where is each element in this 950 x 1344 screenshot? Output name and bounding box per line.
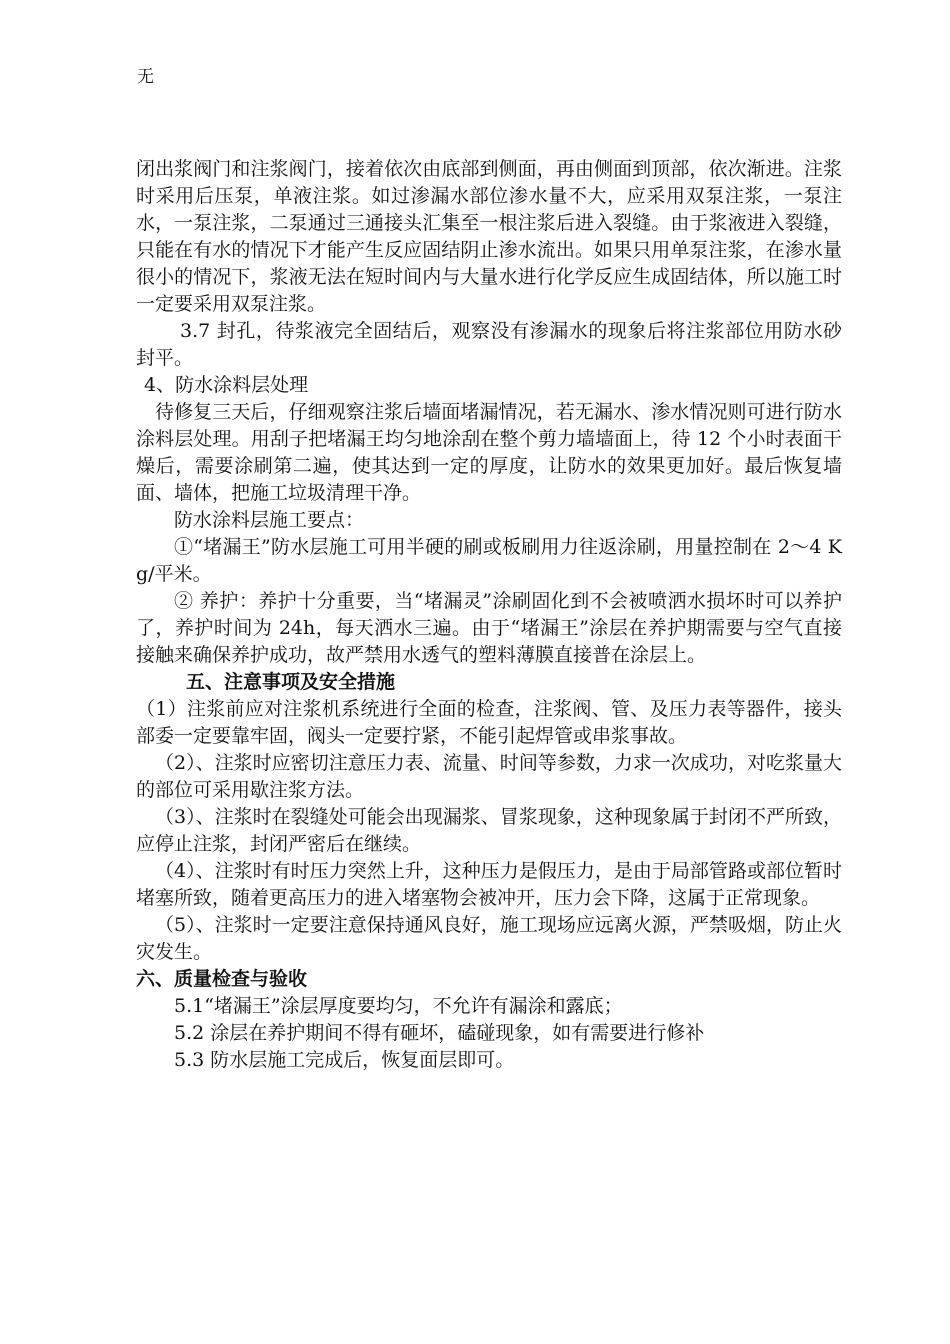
safety-item-5: （5）、注浆时一定要注意保持通风良好，施工现场应远离火源，严禁吸烟，防止火灾发生。 — [136, 914, 842, 963]
safety-item-1: （1）注浆前应对注浆机系统进行全面的检查，注浆阀、管、及压力表等器件，接头部委一定要靠牢固，阀头一定要拧紧，不能引起焊管或串浆事故。 — [136, 698, 842, 747]
paragraph-grouting-procedure: 闭出浆阀门和注浆阀门，接着依次由底部到侧面，再由侧面到顶部，依次渐进。注浆时采用后压泵，单液注浆。如过渗漏水部位渗水量不大，应采用双泵注浆，一泵注水，一泵注浆，二泵通过三通接头汇集至一根注浆后进入裂缝。由于浆液进入裂缝，只能在有水的情况下才能产生反应固结阴止渗水流出。如果只用单泵注浆，在渗水量很小的情况下，浆液无法在短时间内与大量水进行化学反应生成固结体，所以施工时一定要采用双泵注浆。 — [136, 158, 842, 315]
section-5-heading: 五、注意事项及安全措施 — [186, 671, 396, 693]
safety-item-4: （4）、注浆时有时压力突然上升，这种压力是假压力，是由于局部管路或部位暂时堵塞所致，随着更高压力的进入堵塞物会被冲开，压力会下降，这属于正常现象。 — [136, 860, 842, 909]
quality-item-5-3: 5.3 防水层施工完成后，恢复面层即可。 — [174, 1049, 515, 1071]
safety-item-2: （2）、注浆时应密切注意压力表、流量、时间等参数，力求一次成功，对吃浆量大的部位可采用歇注浆方法。 — [136, 752, 842, 801]
paragraph-sealing-holes: 3.7 封孔，待浆液完全固结后，观察没有渗漏水的现象后将注浆部位用防水砂封平。 — [136, 320, 842, 369]
coating-key-points-label: 防水涂料层施工要点： — [174, 509, 365, 531]
quality-item-5-1: 5.1“堵漏王”涂层厚度要均匀，不允许有漏涂和露底； — [174, 995, 623, 1017]
safety-item-3: （3）、注浆时在裂缝处可能会出现漏浆、冒浆现象，这种现象属于封闭不严所致，应停止注浆，封闭严密后在继续。 — [136, 806, 842, 855]
quality-item-5-2: 5.2 涂层在养护期间不得有砸坏，磕碰现象，如有需要进行修补 — [174, 1022, 705, 1044]
coating-point-2: ② 养护：养护十分重要，当“堵漏灵”涂刷固化到不会被喷洒水损坏时可以养护了，养护时间为 24h，每天洒水三遍。由于“堵漏王”涂层在养护期需要与空气直接接触来确保养护成功，故严禁用水透气的塑料薄膜直接普在涂层上。 — [136, 590, 842, 666]
section-6-heading: 六、质量检查与验收 — [136, 968, 308, 990]
coating-point-1: ①“堵漏王”防水层施工可用半硬的刷或板刷用力往返涂刷，用量控制在 2～4 Kg/平米。 — [136, 536, 842, 585]
section-4-heading: 4、防水涂料层处理 — [144, 374, 309, 396]
paragraph-coating-treatment: 待修复三天后，仔细观察注浆后墙面堵漏情况，若无漏水、渗水情况则可进行防水涂料层处理。用刮子把堵漏王均匀地涂刮在整个剪力墙墙面上，待 12 个小时表面干燥后，需要涂刷第二遍，使其达到一定的厚度，让防水的效果更加好。最后恢复墙面、墙体，把施工垃圾清理干净。 — [136, 401, 842, 504]
header-mark: 无 — [137, 67, 154, 87]
document-body — [136, 156, 842, 1074]
